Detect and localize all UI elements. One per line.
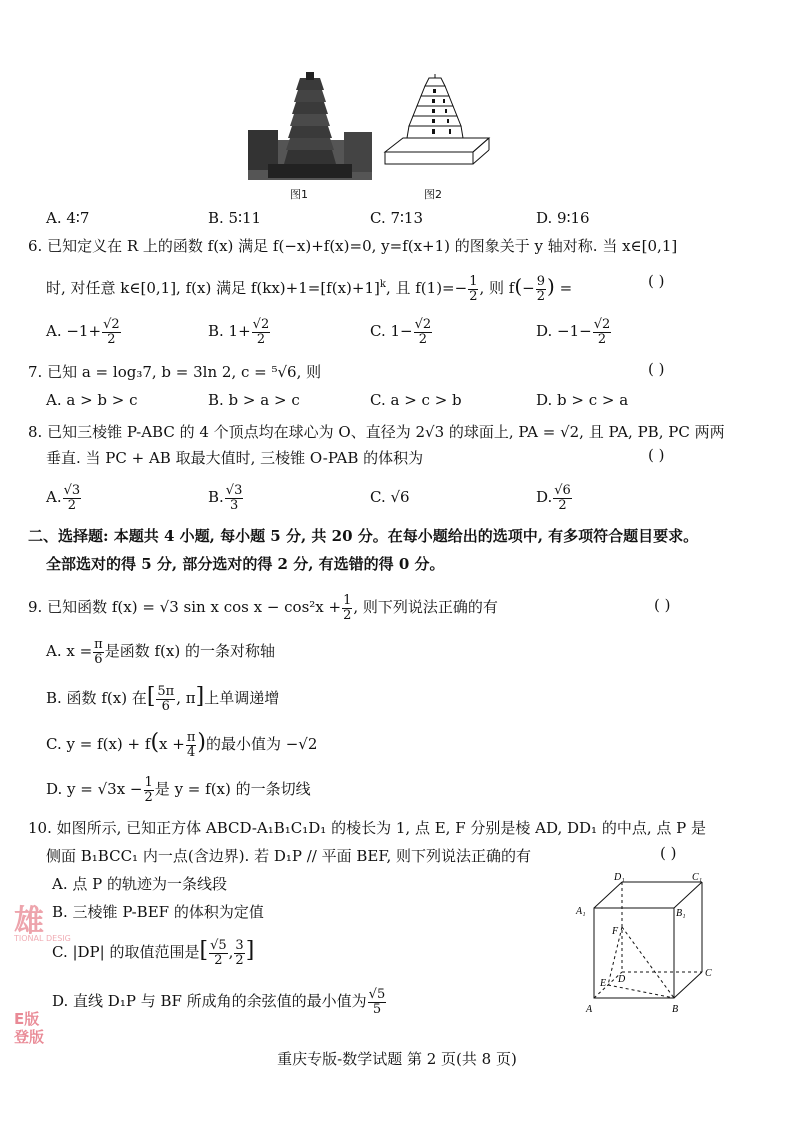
q6-stem-line1: 6. 已知定义在 R 上的函数 f(x) 满足 f(−x)+f(x)=0, y=f(x+1) 的图象关于 y 轴对称. 当 x∈[0,1] (28, 237, 678, 255)
q10-stem-line2: 侧面 B₁BCC₁ 内一点(含边界). 若 D₁P // 平面 BEF, 则下列说法正确的有 (46, 847, 531, 865)
q6-arg-fraction: $\frac{9}{2}$ (536, 273, 545, 304)
q8-option-d: D. $\frac{√6}{2}$ (536, 482, 571, 513)
q10-option-b: B. 三棱锥 P-BEF 的体积为定值 (52, 903, 264, 921)
q6-option-a: A. −1+ $\frac{√2}{2}$ (46, 316, 120, 347)
q7-option-b: B. b > a > c (208, 391, 300, 409)
q10-stem-line1: 10. 如图所示, 已知正方体 ABCD-A₁B₁C₁D₁ 的棱长为 1, 点 E, F 分别是棱 AD, DD₁ 的中点, 点 P 是 (28, 819, 706, 837)
q6-option-b: B. 1+ $\frac{√2}{2}$ (208, 316, 270, 347)
q7-option-c: C. a > c > b (370, 391, 462, 409)
q8-answer-paren: ( ) (648, 446, 665, 464)
q9-option-a: A. x = $\frac{\pi}{6}$ 是函数 f(x) 的一条对称轴 (46, 636, 275, 667)
q5-option-a: A. 4∶7 (46, 209, 90, 227)
figure-1-pagoda-photo (248, 70, 372, 180)
q8-option-c: C. √6 (370, 488, 410, 506)
q7-option-a: A. a > b > c (46, 391, 138, 409)
q8-stem-line1: 8. 已知三棱锥 P-ABC 的 4 个顶点均在球心为 O、直径为 2√3 的球面上, PA = √2, 且 PA, PB, PC 两两 (28, 423, 725, 441)
q10-answer-paren: ( ) (660, 844, 677, 862)
label-B1: B₁ (676, 908, 686, 919)
q10-option-c: C. |DP| 的取值范围是[ $\frac{√5}{2}$ , $\frac{3}{2}$ ] (52, 937, 255, 968)
publisher-stamp-char: 雄 (14, 904, 44, 939)
q7-option-d: D. b > c > a (536, 391, 629, 409)
q9-answer-paren: ( ) (654, 596, 671, 614)
q9-option-c: C. y = f(x) + f(x + $\frac{\pi}{4}$ )的最小值为 −√2 (46, 729, 318, 760)
q8-stem-line2: 垂直. 当 PC + AB 取最大值时, 三棱锥 O-PAB 的体积为 (46, 449, 424, 467)
q9-stem: 9. 已知函数 f(x) = √3 sin x cos x − cos²x + $\frac{1}{2}$ , 则下列说法正确的有 (28, 592, 498, 623)
label-D1: D₁ (614, 872, 625, 883)
q6-half-fraction: $\frac{1}{2}$ (469, 273, 478, 304)
q8-option-a: A. $\frac{√3}{2}$ (46, 482, 81, 513)
q10-cube-diagram (574, 868, 720, 1018)
page-footer: 重庆专版-数学试题 第 2 页(共 8 页) (277, 1050, 517, 1068)
q6-answer-paren: ( ) (648, 272, 665, 290)
section-2-heading: 二、选择题: 本题共 4 小题, 每小题 5 分, 共 20 分。在每小题给出的选项中, 有多项符合题目要求。 (28, 527, 699, 545)
edition-stamp-2: 登版 (14, 1028, 45, 1046)
label-B: B (672, 1004, 679, 1015)
q6-option-c: C. 1− $\frac{√2}{2}$ (370, 316, 432, 347)
label-A: A (586, 1004, 593, 1015)
label-D: D (618, 974, 626, 985)
q10-option-a: A. 点 P 的轨迹为一条线段 (52, 875, 227, 893)
publisher-stamp-subtext: TIONAL DESIG (14, 934, 71, 943)
q5-option-c: C. 7∶13 (370, 209, 424, 227)
q5-option-d: D. 9∶16 (536, 209, 590, 227)
section-2-instructions: 全部选对的得 5 分, 部分选对的得 2 分, 有选错的得 0 分。 (46, 555, 445, 573)
edition-stamp-1: E版 (14, 1010, 40, 1028)
q6-stem-line2: 时, 对任意 k∈[0,1], f(x) 满足 $f(kx)+1=[f(x)+1]^k$, 且 f(1)=− $\frac{1}{2}$ , 则 f(− $\frac{9}{2}$ ) = (46, 273, 573, 304)
q5-option-b: B. 5∶11 (208, 209, 262, 227)
q9-option-d: D. y = √3x − $\frac{1}{2}$ 是 y = f(x) 的一条切线 (46, 774, 311, 805)
label-A1: A₁ (576, 906, 586, 917)
q10-option-d: D. 直线 D₁P 与 BF 所成角的余弦值的最小值为 $\frac{√5}{5}$ (52, 986, 386, 1017)
figure-2-caption: 图2 (424, 188, 442, 201)
figure-1-caption: 图1 (290, 188, 308, 201)
q8-option-b: B. $\frac{√3}{3}$ (208, 482, 243, 513)
label-C1: C₁ (692, 872, 703, 883)
q6-option-d: D. −1− $\frac{√2}{2}$ (536, 316, 611, 347)
label-F: F (612, 926, 619, 937)
q7-stem: 7. 已知 a = log₃7, b = 3ln 2, c = ⁵√6, 则 (28, 363, 322, 381)
figure-2-pagoda-drawing (383, 72, 491, 172)
q7-answer-paren: ( ) (648, 360, 665, 378)
q9-option-b: B. 函数 f(x) 在[ $\frac{5\pi}{6}$ , π]上单调递增 (46, 683, 280, 714)
label-C: C (705, 968, 712, 979)
label-E: E (600, 978, 607, 989)
